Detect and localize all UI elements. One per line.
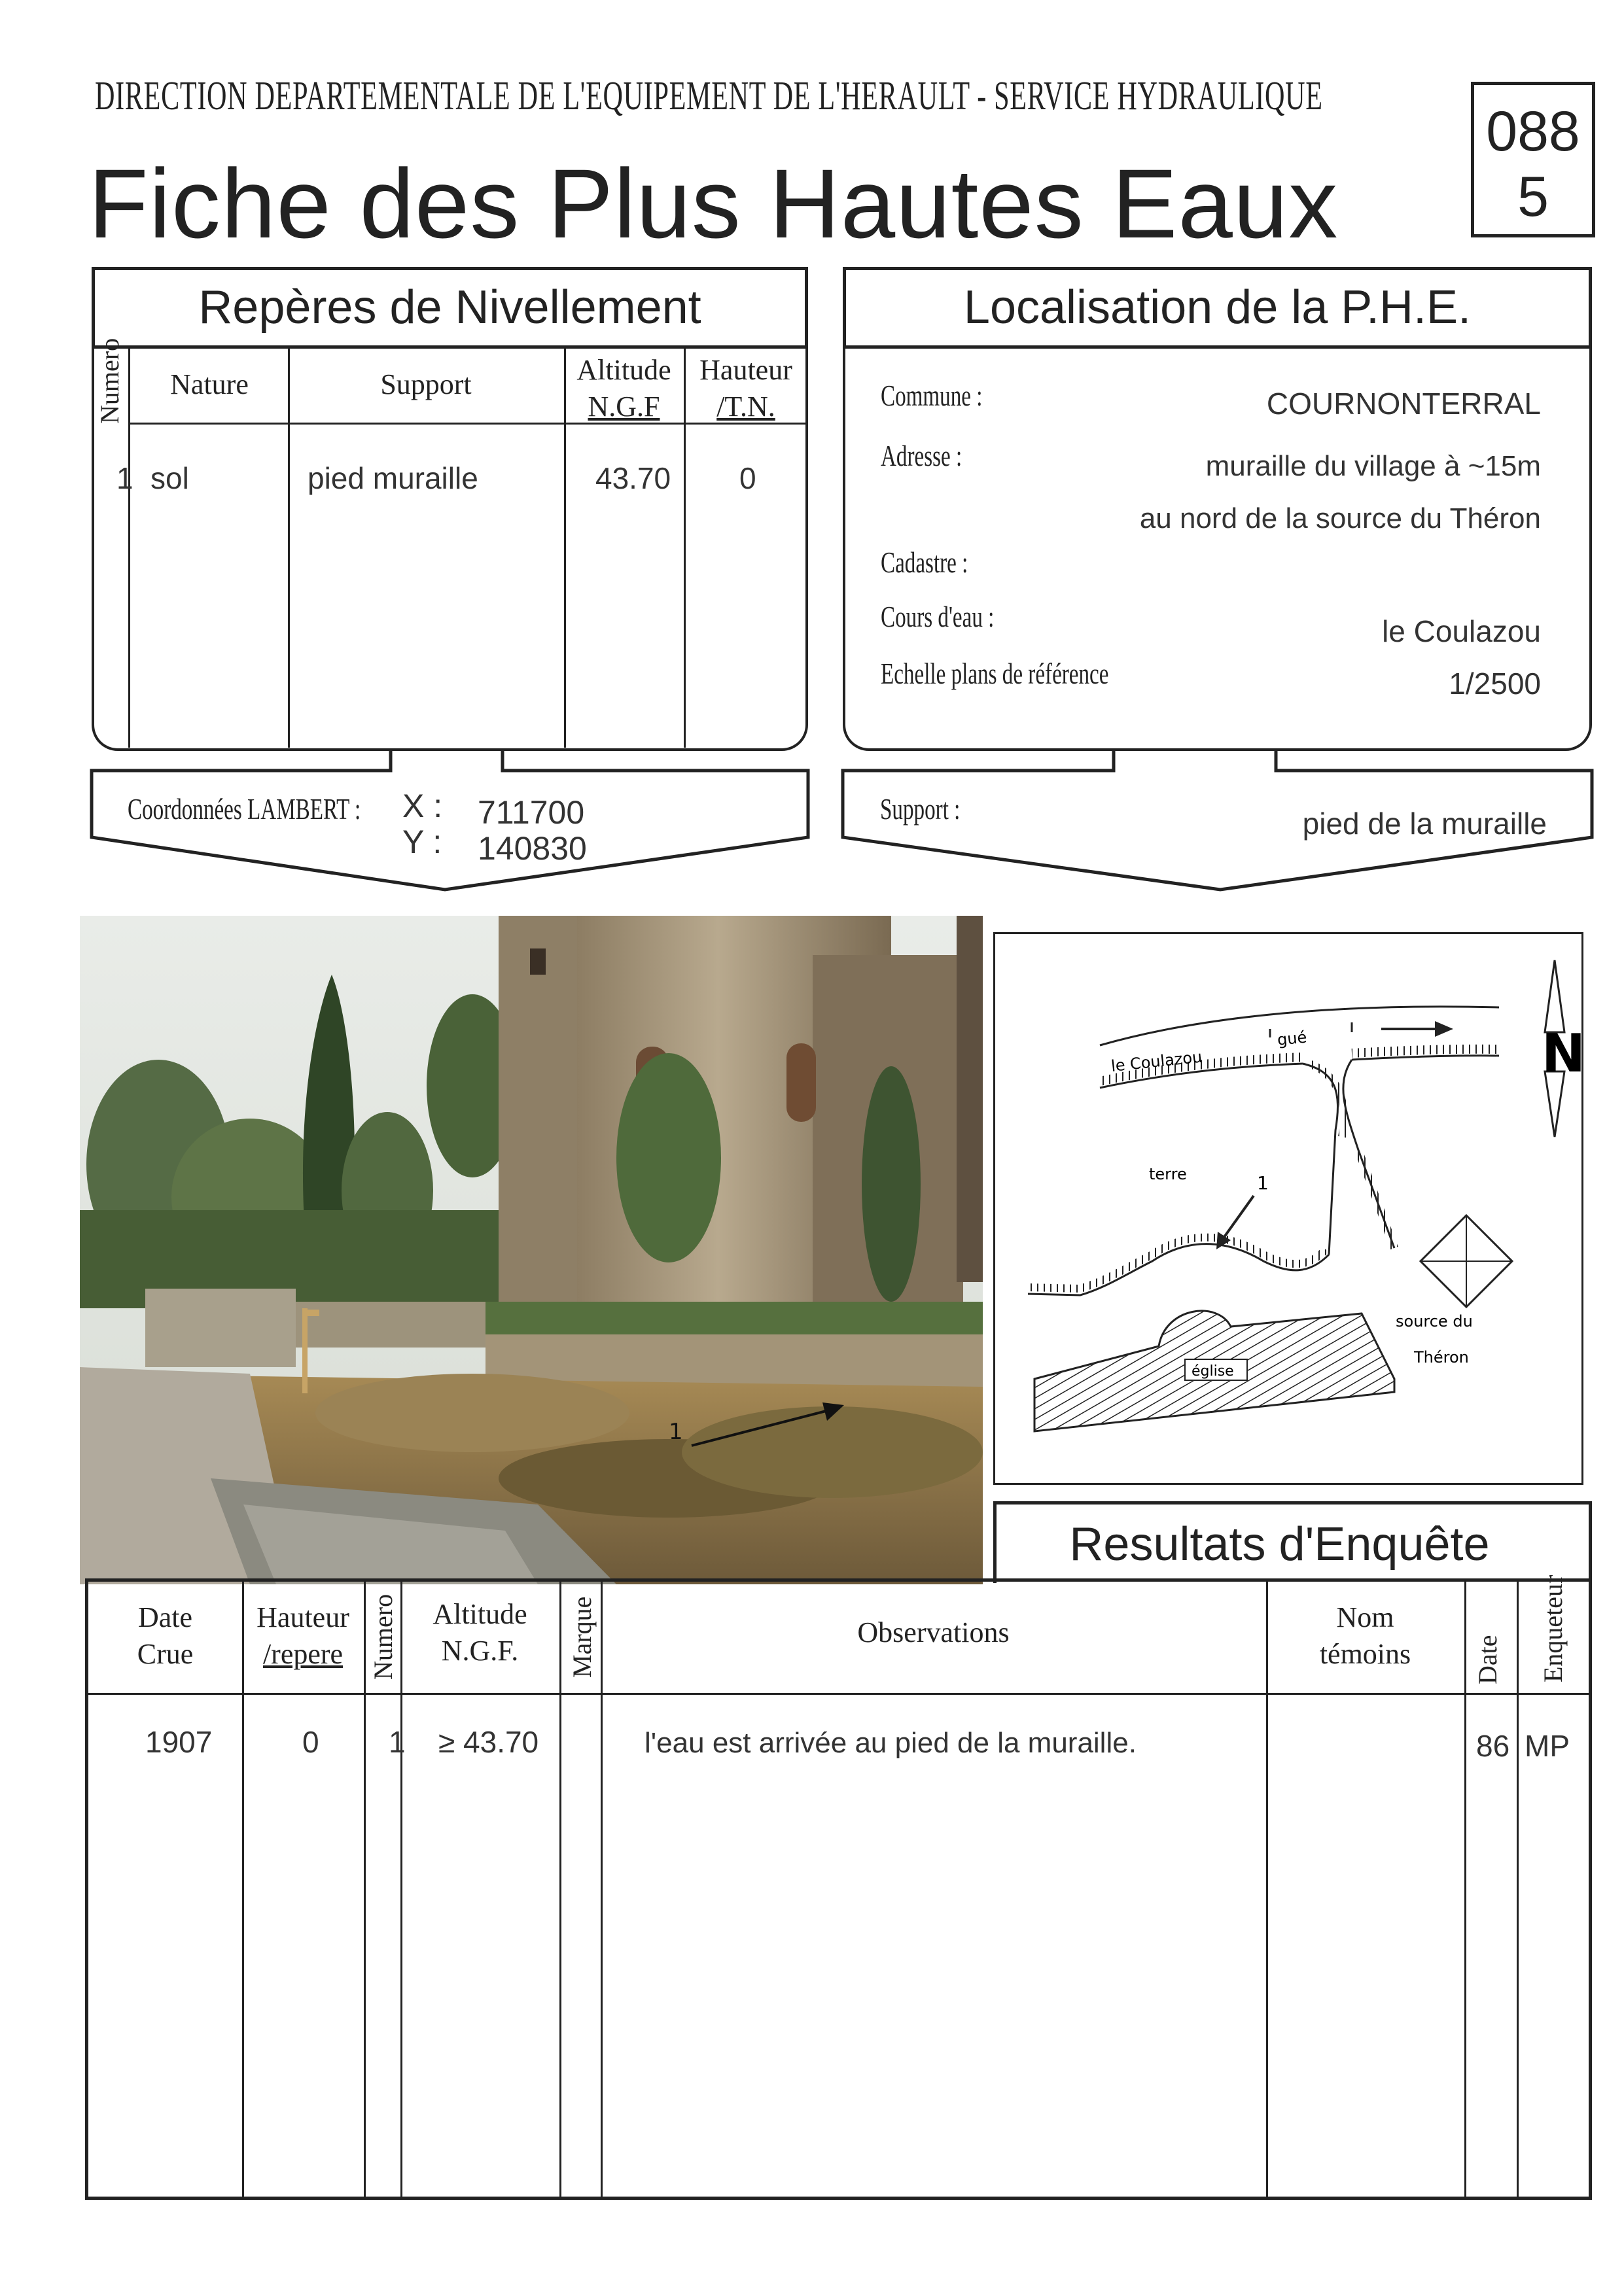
coord-y-label: Y : [402,824,442,860]
photo-marker: 1 [669,1419,683,1445]
sketch-source-label2: Théron [1414,1348,1469,1366]
col-nom-l2: témoins [1319,1638,1411,1670]
coord-x-value: 711700 [478,794,585,831]
col-altitude-res-l1: Altitude [432,1598,527,1630]
col-marque: Marque [567,1596,597,1678]
support-label: Support : [880,792,961,826]
sheet-code-index: 5 [1517,165,1549,228]
col-hauteur-l1: Hauteur [699,354,792,386]
sketch-eglise-label: église [1192,1363,1234,1380]
localisation-title-box [843,267,1592,349]
commune-label: Commune : [881,379,983,412]
col-observations: Observations [857,1616,1010,1648]
repere-support: pied muraille [308,461,478,495]
repere-numero: 1 [116,461,133,495]
page-title: Fiche des Plus Hautes Eaux [88,148,1339,258]
result-date: 86 [1476,1729,1510,1763]
result-numero: 1 [389,1725,406,1759]
repere-nature: sol [150,461,189,495]
location-sketch [993,932,1583,1485]
col-numero: Numero [95,338,124,424]
adresse-label: Adresse : [881,439,962,472]
col-altitude-l2: N.G.F [588,391,660,423]
coordonnees-label: Coordonnées LAMBERT : [128,792,361,826]
result-enqueteur: MP [1525,1729,1570,1763]
col-date: Date [1473,1635,1502,1685]
resultats-title: Resultats d'Enquête [1069,1518,1490,1571]
col-numero-res: Numero [368,1593,398,1680]
result-altitude: ≥ 43.70 [438,1725,539,1759]
echelle-value: 1/2500 [1449,667,1541,701]
sketch-source-label1: source du [1396,1312,1473,1331]
col-nature: Nature [170,368,249,400]
result-hauteur: 0 [302,1725,319,1759]
cours-eau-label: Cours d'eau : [881,600,995,633]
sheet-code-box [1471,82,1595,237]
col-date-crue-l2: Crue [137,1638,194,1670]
col-nom-temoins [1266,1599,1464,1673]
reperes-title: Repères de Nivellement [198,281,701,334]
reperes-panel [92,267,808,751]
col-hauteur-repere-l2: /repere [262,1638,344,1670]
support-value: pied de la muraille [1302,807,1547,841]
col-altitude-res [400,1596,559,1669]
cours-eau-value: le Coulazou [1382,614,1541,648]
sketch-river-label: le Coulazou [1110,1047,1203,1075]
result-date-crue: 1907 [145,1725,213,1759]
echelle-label: Echelle plans de référence [881,657,1109,690]
col-altitude [564,352,684,425]
repere-hauteur: 0 [739,461,756,495]
col-support: Support [380,368,472,400]
sheet-code-number: 088 [1486,100,1580,163]
col-date-crue [88,1599,242,1673]
resultats-title-box [993,1501,1592,1583]
col-date-crue-l1: Date [137,1601,193,1633]
col-hauteur-repere [242,1599,364,1673]
sketch-terre-label: terre [1149,1165,1187,1183]
result-observations: l'eau est arrivée au pied de la muraille. [644,1727,1137,1759]
department-header: DIRECTION DEPARTEMENTALE DE L'EQUIPEMENT DE L'HERAULT - SERVICE HYDRAULIQUE [95,74,1323,118]
reperes-title-box [92,267,808,349]
sketch-point-label: 1 [1257,1172,1269,1194]
col-hauteur-l2: /T.N. [716,391,775,423]
col-altitude-res-l2: N.G.F. [441,1635,519,1667]
col-nom-l1: Nom [1336,1601,1394,1633]
cadastre-label: Cadastre : [881,546,968,579]
localisation-title: Localisation de la P.H.E. [963,281,1472,334]
col-enqueteur: Enqueteur [1538,1574,1568,1683]
commune-value: COURNONTERRAL [1266,387,1541,421]
site-photo [80,916,983,1584]
col-hauteur [684,352,808,425]
localisation-panel [843,267,1592,751]
coord-y-value: 140830 [478,830,587,867]
adresse-line1: muraille du village à ~15m [1205,450,1541,482]
col-altitude-l1: Altitude [576,354,671,386]
sketch-gue-label: gué [1276,1028,1308,1049]
adresse-line2: au nord de la source du Théron [1139,502,1541,534]
north-icon: N [1542,1023,1585,1084]
coord-x-label: X : [402,788,443,824]
col-hauteur-repere-l1: Hauteur [256,1601,349,1633]
repere-altitude: 43.70 [595,461,671,495]
